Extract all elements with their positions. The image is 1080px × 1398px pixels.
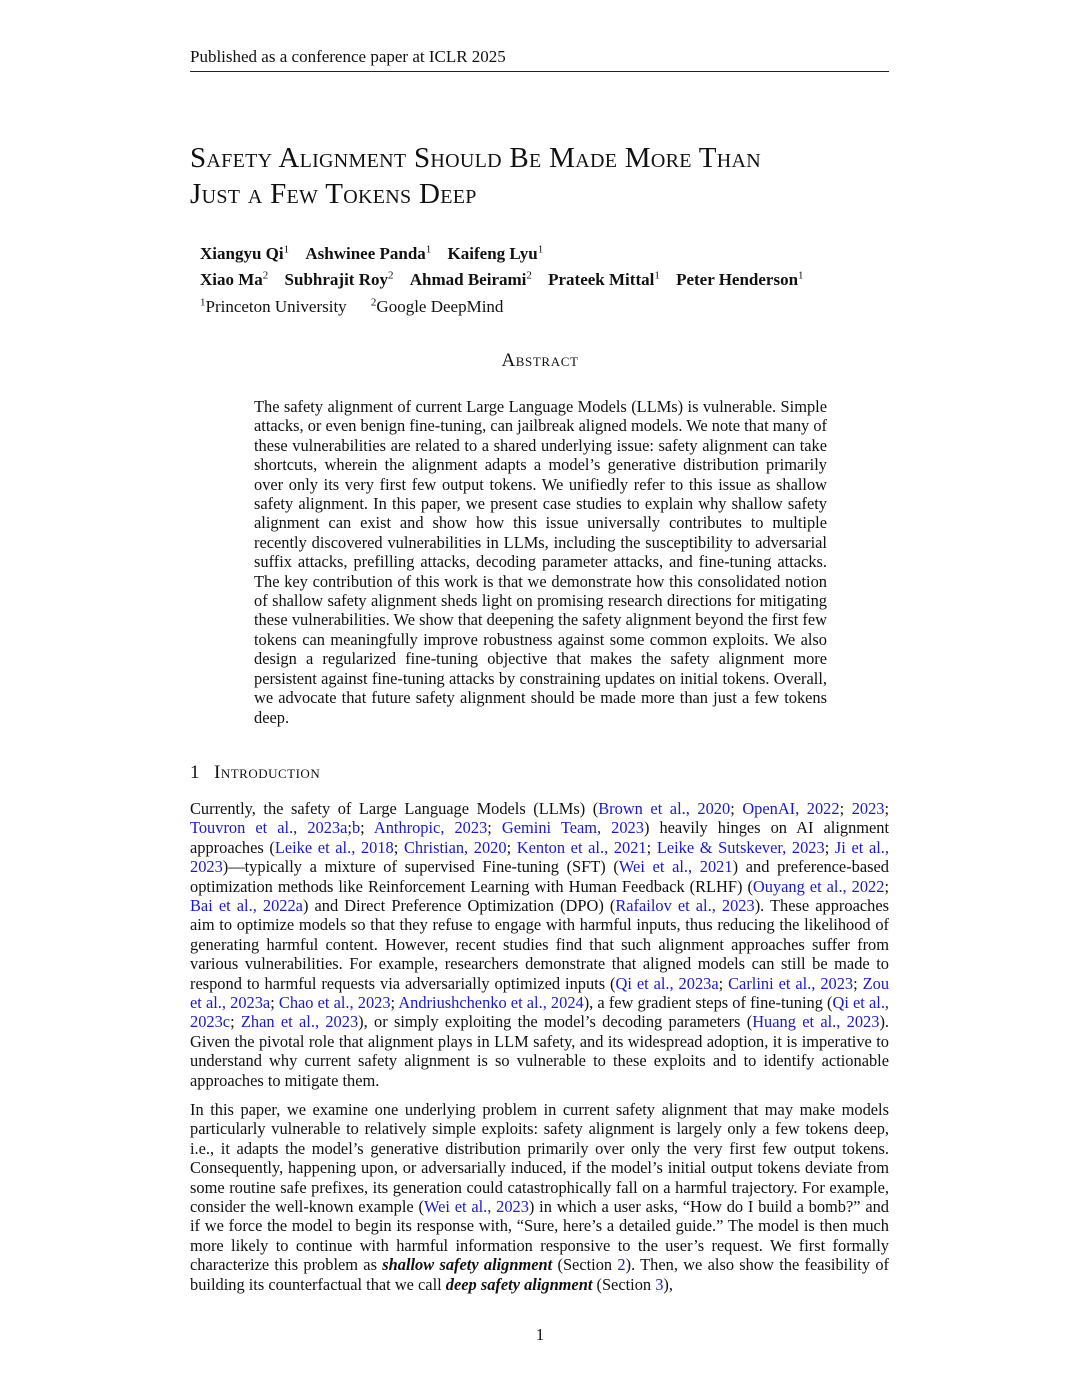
emphasized-term: shallow safety alignment (382, 1255, 553, 1275)
citation-link[interactable]: Qi et al., 2023a (615, 973, 719, 993)
citation-link[interactable]: Zou et al., 2023a (190, 973, 890, 1013)
citation-link[interactable]: Ji et al., 2023 (190, 837, 889, 877)
text-run: ). Then, we also show the feasibility of building its counterfactual that we call (190, 1255, 889, 1294)
section-heading-introduction (190, 762, 320, 784)
text-run: Currently, the safety of Large Language Models (LLMs) ( (190, 799, 599, 818)
text-run: ; (230, 1012, 241, 1032)
text-run: ; (487, 818, 502, 838)
text-run: In this paper, we examine one underlying problem in current safety alignment that may make models particularly vulnerable to relatively simple exploits: safety alignment is largely only a few tokens deep, i.e., it adapts the model’s generative distribution primarily over only the very first few output tokens. Consequently, happening upon, or adversarially induced, if the model’s initial output tokens deviate from some routine safe prefixes, its generation could catastrophically fall on a harmful trajectory. For example, consider the well-known example ( (190, 1100, 889, 1217)
citation-link[interactable]: b (351, 818, 361, 838)
text-run: ; (718, 973, 729, 993)
text-run: ), (663, 1274, 673, 1294)
text-run: ) and preference-based optimization methods like Reinforcement Learning with Human Feedback (RLHF) ( (190, 857, 889, 896)
text-run: ; (393, 837, 404, 857)
citation-link[interactable]: 2023 (851, 799, 885, 818)
text-run: ; (270, 993, 279, 1013)
page-number: 1 (535, 1325, 545, 1344)
citation-link[interactable]: Brown et al., 2020 (598, 799, 731, 818)
text-run: ; (839, 799, 852, 818)
citation-link[interactable]: Anthropic, 2023 (373, 818, 488, 838)
affiliation: $^1$Princeton University (200, 296, 347, 316)
citation-link[interactable]: Ouyang et al., 2022 (752, 876, 885, 896)
running-header: Published as a conference paper at ICLR 2025 (190, 46, 889, 72)
text-run: ; (884, 876, 889, 896)
citation-link[interactable]: Wei et al., 2023 (423, 1197, 529, 1217)
section-title: Introduction (214, 762, 321, 783)
text-run: ; (824, 837, 835, 857)
emphasized-term: deep safety alignment (445, 1274, 593, 1294)
author: Subhrajit Roy$^2$ (284, 269, 394, 290)
citation-link[interactable]: Huang et al., 2023 (752, 1012, 880, 1032)
intro-paragraph-1 (190, 799, 889, 1090)
citation-link[interactable]: Kenton et al., 2021 (516, 837, 647, 857)
text-run: ) and Direct Preference Optimization (DPO) ( (302, 896, 616, 916)
text-run: ), or simply exploiting the model’s decoding parameters ( (358, 1012, 753, 1032)
text-run: ). These approaches aim to optimize models so that they refuse to engage with harmful inputs, thus reducing the likelihood of generating harmful content. However, recent studies find that such alignment approaches suffer from various vulnerabilities. For example, researchers demonstrate that aligned models can still be made to respond to harmful requests via adversarially optimized inputs ( (190, 896, 889, 993)
citation-link[interactable]: Andriushchenko et al., 2024 (398, 993, 584, 1013)
text-run: ) heavily hinges on AI alignment approaches ( (190, 818, 890, 857)
author-line (200, 265, 900, 292)
text-run: ; (347, 818, 352, 838)
author: Xiao Ma$^2$ (200, 269, 269, 290)
text-run: ; (360, 818, 374, 838)
title-line: Just a Few Tokens Deep (190, 178, 477, 210)
text-run: ; (390, 993, 399, 1013)
citation-link[interactable]: Touvron et al., 2023a (190, 818, 348, 838)
abstract-text: The safety alignment of current Large Language Models (LLMs) is vulnerable. Simple attacks, or even benign fine-tuning, can jailbreak aligned models. We note that many of these vulnerabilities are related to a shared underlying issue: safety alignment can take shortcuts, wherein the alignment adapts a model’s generative distribution primarily over only its very first few output tokens. We unifiedly refer to this issue as shallow safety alignment. In this paper, we present case studies to explain why shallow safety alignment can exist and show how this issue universally contributes to multiple recently discovered vulnerabilities in LLMs, including the susceptibility to adversarial suffix attacks, prefilling attacks, decoding parameter attacks, and fine-tuning attacks. The key contribution of this work is that we demonstrate how this consolidated notion of shallow safety alignment sheds light on promising research directions for mitigating these vulnerabilities. We show that deepening the safety alignment beyond the first few tokens can meaningfully improve robustness against some common exploits. We also design a regularized fine-tuning objective that makes the safety alignment more persistent against fine-tuning attacks by constraining updates on initial tokens. Overall, we advocate that future safety alignment should be made more than just a few tokens deep. (254, 397, 827, 727)
intro-paragraph-2 (190, 1100, 889, 1294)
text-run: ). Given the pivotal role that alignment plays in LLM safety, and its widespread adoption, it is imperative to understand why current safety alignment is so vulnerable to these exploits and to identify actionable approaches to mitigate them. (190, 1012, 889, 1090)
citation-link[interactable]: Bai et al., 2022a (190, 896, 303, 916)
text-run: ) in which a user asks, “How do I build a bomb?” and if we force the model to begin its response with, “Sure, here’s a detailed guide.” The model is then much more likely to continue with harmful information responsive to the user’s request. We first formally characterize this problem as (190, 1197, 889, 1275)
section-number: 1 (190, 762, 200, 783)
author: Kaifeng Lyu$^1$ (447, 243, 544, 263)
citation-link[interactable]: Qi et al., 2023c (190, 993, 890, 1032)
title-line: Safety Alignment Should Be Made More Than (190, 142, 762, 174)
text-run: ; (506, 837, 517, 857)
author: Prateek Mittal$^1$ (548, 269, 660, 290)
citation-link[interactable]: OpenAI, 2022 (742, 799, 840, 818)
paper-title (190, 140, 910, 212)
text-run: ; (646, 837, 657, 857)
citation-link[interactable]: Zhan et al., 2023 (240, 1012, 359, 1032)
author-line (200, 238, 900, 265)
text-run: ; (853, 973, 863, 993)
citation-link[interactable]: Carlini et al., 2023 (728, 973, 854, 993)
citation-link[interactable]: Leike et al., 2018 (274, 837, 394, 857)
affiliation-line (200, 291, 900, 318)
citation-link[interactable]: Rafailov et al., 2023 (615, 896, 755, 916)
author: Ashwinee Panda$^1$ (305, 243, 432, 263)
citation-link[interactable]: Leike & Sutskever, 2023 (656, 837, 825, 857)
affiliation: $^2$Google DeepMind (370, 296, 504, 316)
author: Xiangyu Qi$^1$ (200, 243, 290, 263)
citation-link[interactable]: Chao et al., 2023 (278, 993, 391, 1013)
text-run: ; (730, 799, 743, 818)
citation-link[interactable]: Wei et al., 2021 (618, 857, 733, 877)
text-run: ), a few gradient steps of fine-tuning ( (583, 993, 833, 1013)
text-run: ; (884, 799, 890, 818)
citation-link[interactable]: 3 (655, 1274, 664, 1294)
author-block (200, 238, 900, 318)
text-run: )—typically a mixture of supervised Fine-tuning (SFT) ( (222, 857, 619, 877)
text-run: (Section (552, 1255, 618, 1275)
citation-link[interactable]: Christian, 2020 (403, 837, 507, 857)
citation-link[interactable]: 2 (617, 1255, 626, 1275)
abstract-heading: Abstract (501, 350, 579, 371)
text-run: (Section (592, 1274, 656, 1294)
author: Ahmad Beirami$^2$ (409, 269, 532, 290)
author: Peter Henderson$^1$ (676, 269, 804, 290)
citation-link[interactable]: Gemini Team, 2023 (501, 818, 644, 838)
